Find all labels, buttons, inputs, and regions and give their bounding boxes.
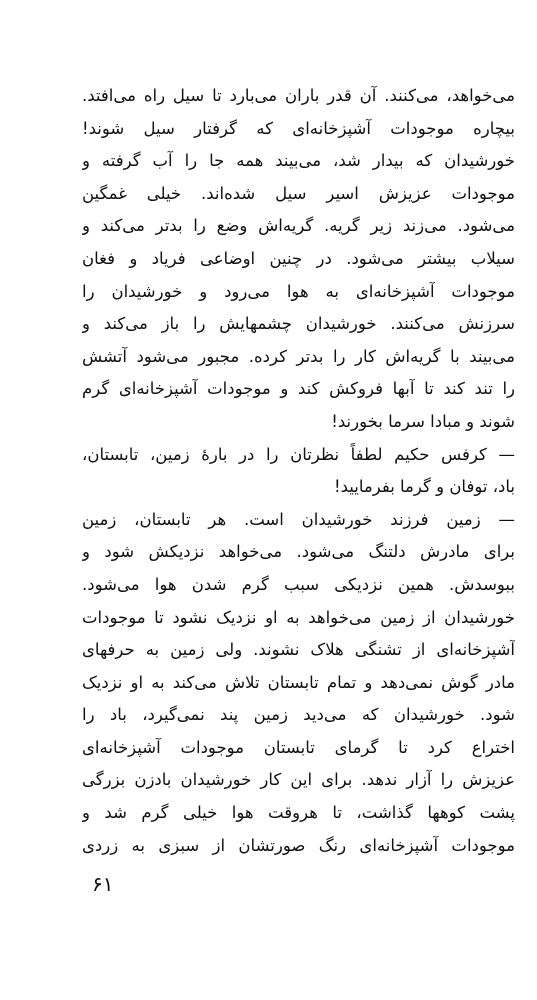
text-line: می‌شود. می‌زند زیر گریه. گریه‌اش وضع را بدتر می‌کند و bbox=[82, 216, 515, 236]
text-line: سیلاب بیشتر می‌شود. در چنین اوضاعی فریاد و فغان bbox=[82, 248, 515, 268]
text-line: شود. خورشیدان که می‌دید زمین پند نمی‌گیرد، باد را bbox=[82, 705, 515, 725]
text-line: برای مادرش دلتنگ می‌شود. می‌خواهد نزدیکش شود و bbox=[82, 542, 515, 562]
text-line: می‌خواهد، می‌کنند. آن قدر باران می‌بارد تا سیل راه می‌افتد. bbox=[82, 86, 515, 105]
text-line: موجودات آشپزخانه‌ای رنگ صورتشان از سبزی به زردی bbox=[82, 835, 515, 855]
text-line: پشت کوهها گذاشت، تا هروقت هوا خیلی گرم شد و bbox=[82, 803, 515, 823]
text-line: — کرفس حکیم لطفاً نظرتان را در بارهٔ زمین، تابستان، bbox=[82, 444, 515, 464]
text-line: — زمین فرزند خورشیدان است. هر تابستان، زمین bbox=[82, 509, 515, 529]
text-line: عزیزش را آزار ندهد. برای این کار خورشیدان بادزن بزرگی bbox=[82, 770, 515, 790]
text-line: ببوسدش. همین نزدیکی سبب گرم شدن هوا می‌شود. bbox=[82, 574, 515, 594]
text-line: باد، توفان و گرما بفرمایید! bbox=[334, 477, 515, 497]
text-line: مادر گوش نمی‌دهد و تمام تابستان تلاش می‌کند به او نزدیک bbox=[82, 672, 515, 692]
text-line: خورشیدان که بیدار شد، می‌بیند همه جا را آب گرفته و bbox=[82, 151, 515, 171]
text-line: خورشیدان از زمین می‌خواهد به او نزدیک نشود تا موجودات bbox=[82, 607, 515, 627]
text-line: بیچاره موجودات آشپزخانه‌ای که گرفتار سیل شوند! bbox=[82, 118, 515, 138]
body-text bbox=[82, 80, 515, 862]
text-line: موجودات آشپزخانه‌ای به هوا می‌رود و خورشیدان را bbox=[82, 281, 515, 301]
page-number: ۶۱ bbox=[92, 872, 114, 896]
text-line: آشپزخانه‌ای از تشنگی هلاک نشوند. ولی زمین به حرفهای bbox=[82, 640, 515, 660]
text-line: را تند کند تا آبها فروکش کند و موجودات آشپزخانه‌ای گرم bbox=[82, 379, 515, 399]
text-line: شوند و مبادا سرما بخورند! bbox=[331, 411, 515, 431]
text-line: اختراع کرد تا گرمای تابستان موجودات آشپزخانه‌ای bbox=[82, 737, 515, 757]
text-line: می‌بیند با گریه‌اش کار را بدتر کرده. مجبور می‌شود آتشش bbox=[82, 346, 515, 366]
text-line: سرزنش می‌کنند. خورشیدان چشمهایش را باز می‌کند و bbox=[82, 314, 515, 334]
text-line: موجودات عزیزش اسیر سیل شده‌اند. خیلی غمگین bbox=[82, 183, 515, 203]
